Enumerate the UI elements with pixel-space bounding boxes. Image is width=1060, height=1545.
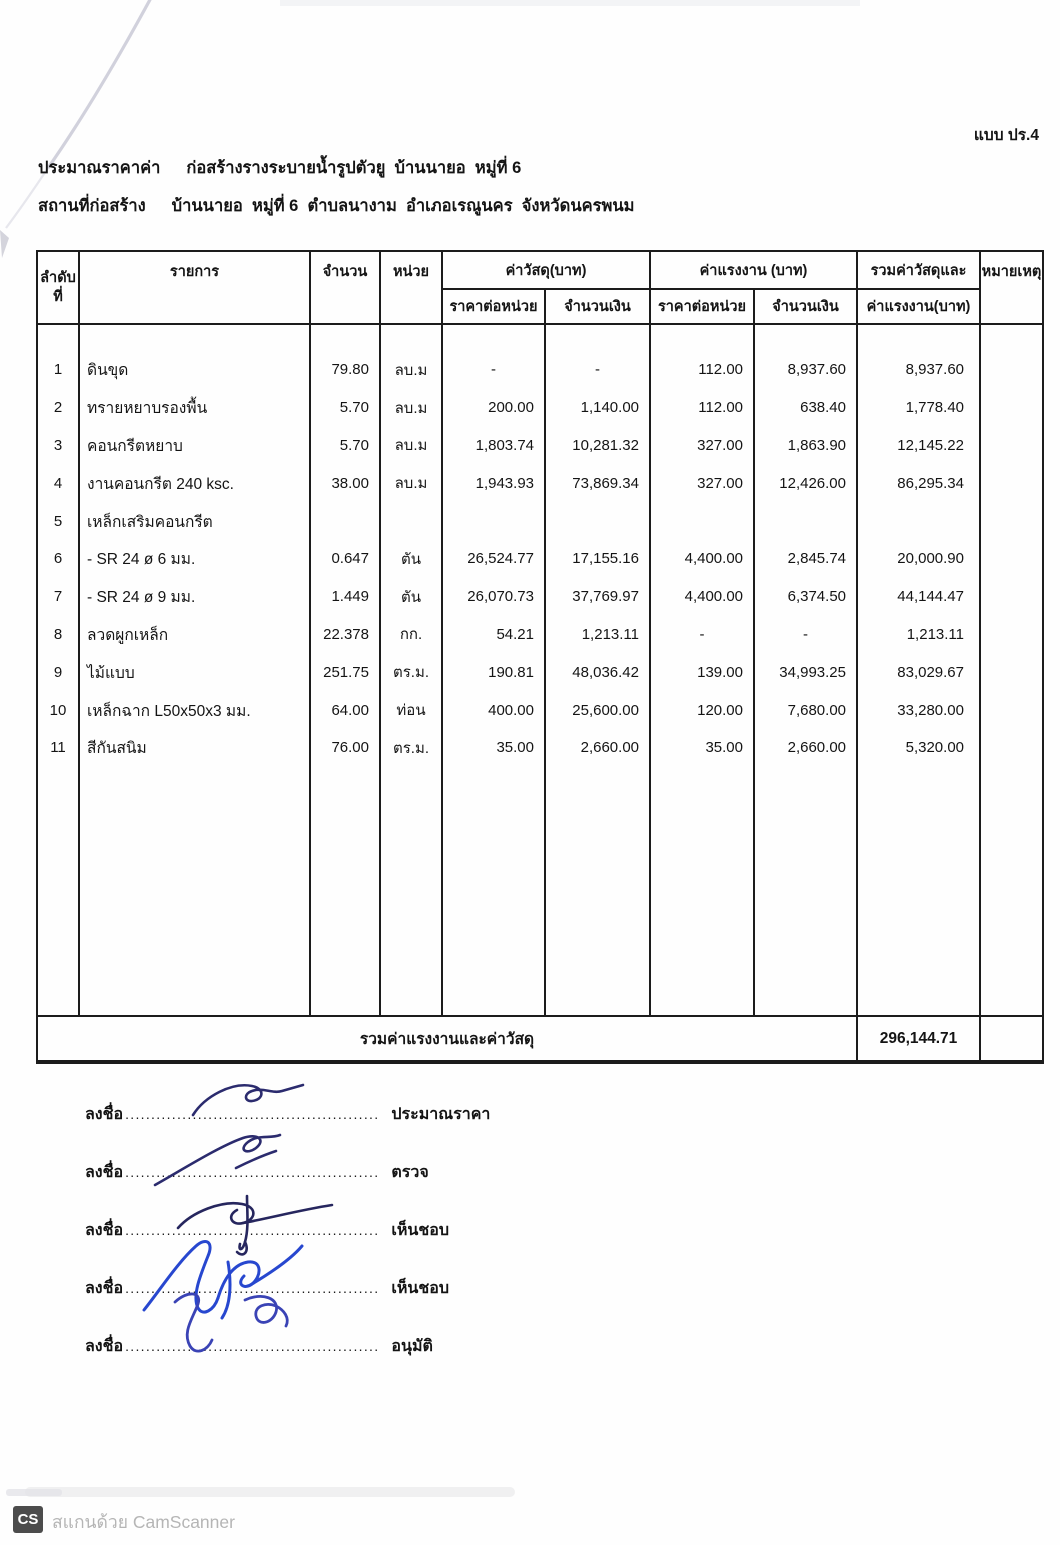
body-column-item [80,325,311,1017]
signature-role: อนุมัติ [391,1338,433,1355]
cell-lab_unit: 35.00 [705,739,743,757]
cell-lab_unit: - [699,625,705,643]
cell-remark [981,616,1042,654]
cell-qty: 79.80 [331,361,369,379]
body-column-lab_unit [651,325,755,1017]
camscanner-caption: สแกนด้วย CamScanner [52,1512,235,1532]
cell-item: สีกันสนิม [87,740,147,758]
cell-unit: ลบ.ม [394,361,428,379]
cell-lab_unit [651,502,753,540]
signature-label: ลงชื่อ [85,1338,124,1355]
cell-item: ดินขุด [87,362,129,380]
signature-role: ตรวจ [391,1164,429,1181]
project-title-line [38,155,521,181]
cell-lab_amount: 6,374.50 [787,588,846,606]
cell-total: 12,145.22 [897,436,964,454]
location-value: บ้านนายอ หมู่ที่ 6 ตำบลนางาม อำเภอเรณูนคร จังหวัดนครพนม [171,197,635,215]
cell-remark [981,729,1042,767]
cell-remark [981,502,1042,540]
cell-unit: ตัน [401,588,421,606]
cell-lab_unit: 327.00 [697,474,743,492]
cell-lab_unit: 112.00 [698,361,743,379]
cell-qty: 64.00 [331,701,369,719]
cell-mat_amount: 37,769.97 [572,588,639,606]
cell-qty: 5.70 [339,436,369,454]
header-material-group: ค่าวัสดุ(บาท) [443,252,651,290]
cost-estimate-table [36,250,1044,1064]
cell-mat_amount: 1,140.00 [580,399,639,417]
cell-lab_amount: 34,993.25 [779,663,846,681]
cell-qty: 5.70 [339,399,369,417]
cell-mat_amount: 10,281.32 [572,436,639,454]
cell-unit: ท่อน [396,702,426,720]
cell-unit: ลบ.ม [394,399,428,417]
cell-item: ทรายหยาบรองพื้น [87,400,208,418]
cell-mat_unit: 1,803.74 [475,436,534,454]
signature-dotted-line: ................................................. [125,1106,380,1122]
cell-item: คอนกรีตหยาบ [87,437,183,455]
cell-lab_unit: 120.00 [697,701,743,719]
cell-item: เหล็กฉาก L50x50x3 มม. [87,702,251,720]
cell-qty: 22.378 [323,625,369,643]
header-lab-unit-price: ราคาต่อหน่วย [651,290,755,325]
cell-item: ลวดผูกเหล็ก [87,626,169,644]
cell-mat_amount: 73,869.34 [572,474,639,492]
paper-fold-line [48,0,152,168]
cell-mat_amount: 2,660.00 [580,739,639,757]
body-column-total [858,325,981,1017]
grand-total-value: 296,144.71 [858,1017,981,1060]
project-title-value: ก่อสร้างรางระบายน้ำรูปตัวยู บ้านนายอ หมู่ที่ 6 [186,159,522,177]
cell-remark [981,427,1042,465]
cell-total: 1,213.11 [906,625,964,643]
cell-no: 9 [53,663,63,681]
body-column-qty [311,325,381,1017]
cell-mat_unit: 1,943.93 [475,474,534,492]
header-total-line2: ค่าแรงงาน(บาท) [858,290,981,325]
cell-total: 33,280.00 [897,701,964,719]
cell-no: 8 [53,625,63,643]
cell-unit: ลบ.ม [394,475,428,493]
body-column-mat_amount [546,325,651,1017]
cell-total: 5,320.00 [905,739,964,757]
signature-label: ลงชื่อ [85,1222,124,1239]
cell-lab_amount: - [803,625,808,643]
cell-qty: 38.00 [331,474,369,492]
signature-role: เห็นชอบ [391,1280,449,1297]
cell-mat_amount [546,502,649,540]
cell-no: 7 [53,588,63,606]
cell-total: 1,778.40 [905,399,964,417]
signature-role: ประมาณราคา [391,1106,491,1123]
cell-unit: กก. [399,626,423,644]
camscanner-logo: CS [13,1506,43,1533]
cell-mat_unit: 400.00 [488,701,534,719]
cell-no: 6 [53,550,63,568]
header-mat-unit-price: ราคาต่อหน่วย [443,290,546,325]
cell-no: 2 [53,399,63,417]
signature-dotted-line: ................................................. [125,1338,380,1354]
body-column-remark [981,325,1042,1017]
header-unit: หน่วย [381,252,443,325]
signature-role: เห็นชอบ [391,1222,449,1239]
signature-label: ลงชื่อ [85,1106,124,1123]
scan-bottom-smear [25,1487,515,1497]
header-labor-group: ค่าแรงงาน (บาท) [651,252,858,290]
cell-unit: ตร.ม. [392,739,430,757]
cell-lab_unit: 4,400.00 [684,588,743,606]
body-column-mat_unit [443,325,546,1017]
cell-lab_amount: 2,660.00 [787,739,846,757]
cell-mat_amount: - [595,361,600,379]
cell-item: เหล็กเสริมคอนกรีต [87,513,213,531]
cell-remark [981,540,1042,578]
cell-mat_amount: 1,213.11 [581,625,639,643]
cell-unit: ลบ.ม [394,437,428,455]
cell-item: ไม้แบบ [87,664,135,682]
signature-dotted-line: ................................................. [125,1164,380,1180]
cell-unit: ตัน [401,550,421,568]
signature-row [85,1102,490,1127]
cell-qty: 1.449 [331,588,369,606]
cell-total [858,502,979,540]
cell-total: 86,295.34 [897,474,964,492]
cell-no: 1 [53,361,63,379]
cell-lab_amount: 1,863.90 [787,436,846,454]
scan-top-edge-shading [280,0,860,6]
cell-item: งานคอนกรีต 240 ksc. [87,475,234,493]
signature-label: ลงชื่อ [85,1280,124,1297]
signature-dotted-line: ................................................. [125,1280,380,1296]
scan-bottom-smear-small [6,1489,62,1496]
cell-qty: 0.647 [331,550,369,568]
header-quantity: จำนวน [311,252,381,325]
cell-no: 3 [53,436,63,454]
cell-total: 8,937.60 [905,361,964,379]
cell-mat_unit: 200.00 [488,399,534,417]
header-item: รายการ [80,252,311,325]
cell-qty: 76.00 [331,739,369,757]
cell-mat_unit: 54.21 [496,625,534,643]
signature-row [85,1218,449,1243]
signature-row [85,1276,449,1301]
cell-item: - SR 24 ø 6 มม. [87,551,196,569]
cell-no: 4 [53,474,63,492]
cell-remark [981,464,1042,502]
body-column-unit [381,325,443,1017]
cell-remark [981,351,1042,389]
cell-lab_unit: 139.00 [697,663,743,681]
signature-row [85,1160,429,1185]
cell-item: - SR 24 ø 9 มม. [87,589,196,607]
header-index: ลำดับ ที่ [38,252,80,325]
header-total-line1: รวมค่าวัสดุและ [858,252,981,290]
body-column-lab_amount [755,325,858,1017]
cell-lab_amount [755,502,856,540]
signature-row [85,1334,433,1359]
signature-dotted-line: ................................................. [125,1222,380,1238]
signature-label: ลงชื่อ [85,1164,124,1181]
cell-mat_amount: 48,036.42 [572,663,639,681]
header-lab-amount: จำนวนเงิน [755,290,858,325]
cell-mat_unit: 190.81 [488,663,534,681]
location-label: สถานที่ก่อสร้าง [38,197,146,215]
header-remark: หมายเหตุ [981,252,1042,325]
cell-lab_unit: 112.00 [698,399,743,417]
cell-unit: ตร.ม. [392,664,430,682]
project-title-label: ประมาณราคาค่า [38,159,161,177]
cell-lab_amount: 7,680.00 [787,701,846,719]
cell-qty [311,502,379,540]
cell-lab_unit: 327.00 [697,436,743,454]
cell-mat_unit: 26,524.77 [467,550,534,568]
cell-lab_amount: 2,845.74 [787,550,846,568]
cell-qty: 251.75 [323,663,369,681]
cell-total: 44,144.47 [897,588,964,606]
cell-no: 5 [53,512,63,530]
body-column-no [38,325,80,1017]
location-line [38,193,635,219]
grand-total-remark [981,1017,1042,1060]
grand-total-label: รวมค่าแรงงานและค่าวัสดุ [38,1017,858,1060]
cell-remark [981,653,1042,691]
cell-no: 11 [50,739,66,757]
cell-lab_amount: 8,937.60 [787,361,846,379]
cell-lab_unit: 4,400.00 [684,550,743,568]
header-mat-amount: จำนวนเงิน [546,290,651,325]
form-code: แบบ ปร.4 [973,127,1039,144]
cell-mat_unit [443,502,544,540]
cell-total: 83,029.67 [897,663,964,681]
cell-mat_unit: 26,070.73 [467,588,534,606]
cell-mat_unit: - [491,361,496,379]
paper-edge-mark [0,230,9,258]
cell-total: 20,000.90 [897,550,964,568]
cell-remark [981,389,1042,427]
cell-no: 10 [49,701,67,719]
cell-mat_amount: 17,155.16 [572,550,639,568]
cell-lab_amount: 638.40 [800,399,846,417]
cell-lab_amount: 12,426.00 [779,474,846,492]
cell-mat_amount: 25,600.00 [572,701,639,719]
cell-mat_unit: 35.00 [496,739,534,757]
cell-remark [981,578,1042,616]
cell-remark [981,691,1042,729]
cell-unit [381,502,441,540]
